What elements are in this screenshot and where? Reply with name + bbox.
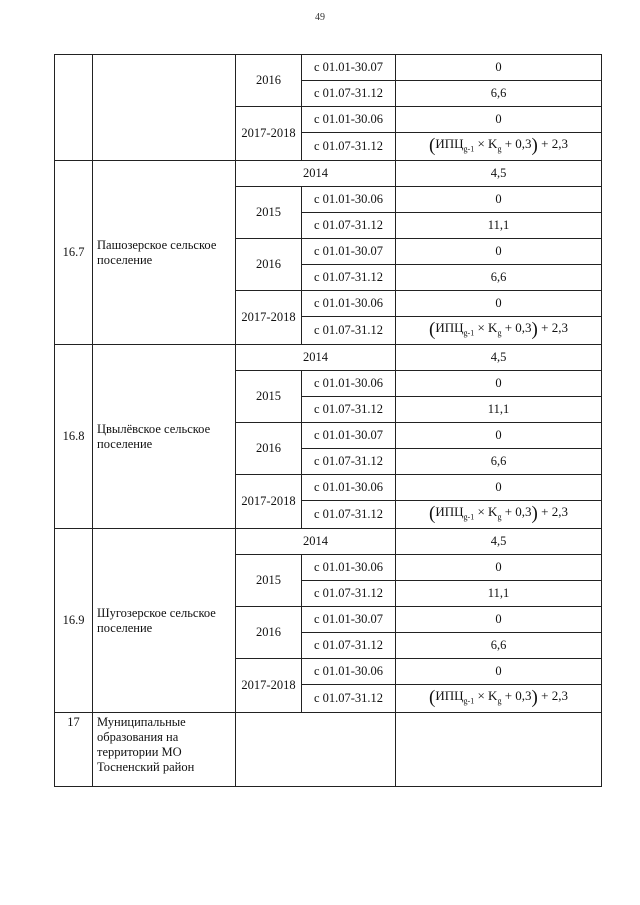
value-cell: 0 [396, 475, 602, 501]
settlement-section [55, 345, 602, 529]
formula-plus: + 0,3 [501, 504, 532, 520]
formula-subscript: g-1 [463, 512, 475, 522]
period-cell: с 01.07-31.12 [302, 501, 396, 529]
formula-close-paren: ) [531, 135, 538, 157]
settlement-section [55, 529, 602, 713]
table-row [55, 713, 602, 787]
year-cell: 2015 [236, 555, 302, 607]
formula-subscript: g-1 [463, 144, 475, 154]
formula-times: × K [474, 688, 498, 704]
year-cell: 2016 [236, 239, 302, 291]
value-cell: 0 [396, 239, 602, 265]
year-cell: 2017-2018 [236, 659, 302, 713]
settlement-name: Пашозерское сельское поселение [93, 161, 236, 345]
period-cell: с 01.07-31.12 [302, 133, 396, 161]
period-cell: с 01.07-31.12 [302, 581, 396, 607]
table-row [55, 55, 602, 81]
period-cell: с 01.01-30.07 [302, 423, 396, 449]
value-cell: 0 [396, 555, 602, 581]
formula-plus: + 0,3 [501, 320, 532, 336]
year-cell: 2014 [236, 345, 396, 371]
value-cell: 6,6 [396, 633, 602, 659]
value-cell: 0 [396, 607, 602, 633]
period-cell: с 01.07-31.12 [302, 81, 396, 107]
period-cell: с 01.01-30.07 [302, 55, 396, 81]
formula-main: ИПЦ [435, 320, 464, 336]
year-cell: 2014 [236, 161, 396, 187]
formula-subscript: g [497, 144, 502, 154]
period-cell: с 01.01-30.07 [302, 607, 396, 633]
period-cell: с 01.01-30.06 [302, 107, 396, 133]
formula-tail: + 2,3 [537, 504, 568, 520]
period-cell: с 01.07-31.12 [302, 317, 396, 345]
year-cell: 2016 [236, 55, 302, 107]
formula-open-paren: ( [429, 135, 436, 157]
formula-subscript: g-1 [463, 696, 475, 706]
year-cell: 2016 [236, 607, 302, 659]
formula-tail: + 2,3 [537, 136, 568, 152]
formula-cell [396, 685, 602, 713]
year-cell: 2017-2018 [236, 291, 302, 345]
value-cell: 4,5 [396, 529, 602, 555]
period-cell: с 01.01-30.06 [302, 555, 396, 581]
formula-close-paren: ) [531, 319, 538, 341]
settlement-name: Муниципальные образования на территории МО Тосненский район [93, 713, 236, 787]
year-cell: 2014 [236, 529, 396, 555]
row-number: 17 [55, 713, 93, 787]
value-cell: 4,5 [396, 161, 602, 187]
period-cell: с 01.01-30.06 [302, 475, 396, 501]
formula-main: ИПЦ [435, 688, 464, 704]
formula-cell [396, 317, 602, 345]
value-cell: 0 [396, 187, 602, 213]
table-row [55, 161, 602, 187]
formula-open-paren: ( [429, 687, 436, 709]
formula-tail: + 2,3 [537, 320, 568, 336]
value-cell: 0 [396, 423, 602, 449]
formula-subscript: g [497, 512, 502, 522]
year-cell: 2016 [236, 423, 302, 475]
formula-times: × K [474, 320, 498, 336]
period-cell: с 01.01-30.07 [302, 239, 396, 265]
formula-plus: + 0,3 [501, 136, 532, 152]
formula-subscript: g [497, 696, 502, 706]
period-cell: с 01.07-31.12 [302, 449, 396, 475]
empty-cell [396, 713, 602, 787]
settlement-section [55, 161, 602, 345]
period-cell: с 01.07-31.12 [302, 685, 396, 713]
formula-open-paren: ( [429, 319, 436, 341]
value-cell: 0 [396, 107, 602, 133]
settlement-name: Цвылёвское сельское поселение [93, 345, 236, 529]
formula-times: × K [474, 504, 498, 520]
value-cell: 6,6 [396, 449, 602, 475]
formula-close-paren: ) [531, 503, 538, 525]
row-number [55, 55, 93, 161]
formula-main: ИПЦ [435, 504, 464, 520]
value-cell: 0 [396, 291, 602, 317]
period-cell: с 01.07-31.12 [302, 265, 396, 291]
formula-subscript: g-1 [463, 328, 475, 338]
row-number: 16.8 [55, 345, 93, 529]
settlement-name [93, 55, 236, 161]
value-cell: 6,6 [396, 265, 602, 291]
period-cell: с 01.07-31.12 [302, 213, 396, 239]
period-cell: с 01.01-30.06 [302, 291, 396, 317]
year-cell: 2017-2018 [236, 475, 302, 529]
empty-cell [236, 713, 396, 787]
value-cell: 6,6 [396, 81, 602, 107]
value-cell: 11,1 [396, 213, 602, 239]
value-cell: 11,1 [396, 397, 602, 423]
formula-open-paren: ( [429, 503, 436, 525]
formula-subscript: g [497, 328, 502, 338]
period-cell: с 01.01-30.06 [302, 187, 396, 213]
formula-cell [396, 501, 602, 529]
formula-close-paren: ) [531, 687, 538, 709]
year-cell: 2017-2018 [236, 107, 302, 161]
settlement-name: Шугозерское сельское поселение [93, 529, 236, 713]
year-cell: 2015 [236, 187, 302, 239]
value-cell: 4,5 [396, 345, 602, 371]
period-cell: с 01.01-30.06 [302, 659, 396, 685]
row-number: 16.7 [55, 161, 93, 345]
formula-main: ИПЦ [435, 136, 464, 152]
formula-tail: + 2,3 [537, 688, 568, 704]
value-cell: 11,1 [396, 581, 602, 607]
formula-plus: + 0,3 [501, 688, 532, 704]
period-cell: с 01.07-31.12 [302, 397, 396, 423]
table-row [55, 345, 602, 371]
row-number: 16.9 [55, 529, 93, 713]
tariff-table [54, 54, 602, 787]
period-cell: с 01.07-31.12 [302, 633, 396, 659]
table-row [55, 529, 602, 555]
formula-times: × K [474, 136, 498, 152]
year-cell: 2015 [236, 371, 302, 423]
value-cell: 0 [396, 55, 602, 81]
value-cell: 0 [396, 371, 602, 397]
period-cell: с 01.01-30.06 [302, 371, 396, 397]
formula-cell [396, 133, 602, 161]
value-cell: 0 [396, 659, 602, 685]
page-number: 49 [315, 12, 325, 23]
